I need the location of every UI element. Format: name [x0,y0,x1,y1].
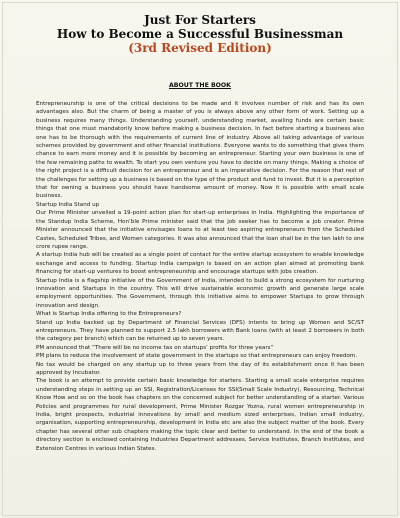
paragraph-flagship: Startup India is a flagship initiative of the Government of India, intended to build a strong ecosystem for nurturing innovation and Startups in the country. This will drive sustainable economic growth and generate large scale employment opportunities. The Government, through this initiative aims to empower Startups to grow through innovation and design. [36,277,364,309]
paragraph-startup-hub: A startup India hub will be created as a single point of contact for the entire startup ecosystem to enable knowledge exchange and access to funding. Startup India campaign is based on an action plan aimed at promoting bank financing for start-up ventures to boost entrepreneurship and encourage startups with jobs creation. [36,252,364,276]
paragraph-action-plan: Our Prime Minister unveiled a 19-point action plan for start-up enterprises in India. Highlighting the importance of the Standup India Scheme, Hon’ble Prime minister said that the job seeker has to become a job creator. Prime Minister announced that the initiative envisages loans to at least two aspiring entrepreneurs from the Scheduled Castes, Scheduled Tribes, and Women categories. It was also announced that the loan shall be in the ten lakh to one crore rupee range. [36,210,364,250]
title-line-2: How to Become a Successful Businessman [56,27,344,41]
paragraph-startup-heading: Startup India Stand up [36,201,100,208]
paragraph-stand-up: Stand up India backed up by Department of Financial Services (DFS) intents to bring up Women and SC/ST entrepreneurs. They have planned to support 2.5 lakh borrowers with Bank loans (with at least 2 borrowers in both the category per branch) which can be returned up to seven years. [36,319,364,343]
paragraph-offering-question: What is Startup India offering to the Entrepreneurs? [36,311,182,318]
section-heading: ABOUT THE BOOK [169,82,231,89]
paragraph-income-tax: PM announced that “There will be no income tax on startups’ profits for three years” [36,344,274,351]
paragraph-intro: Entrepreneurship is one of the critical decisions to be made and it involves number of risk and has its own advantages also. But the charm of being a master of you is always above any other form of work. Setting up a business requires many things. Understanding yourself, understanding market, availing funds are certain basic things that one must mandatorily know before making a business decision. In fact before starting a business also one has to be thorough with the requirements of current line of industry. Above all taking advantage of various schemes provided by government and other financial institutions. Everyone wants to do something that gives them chance to earn more money and it is possible by becoming an entrepreneur. Starting your own business is one of the few remaining paths to wealth. To start you own venture you have to decide on many things. Making a choice of the right project is a difficult decision for an entrepreneur and is an imperative decision. For the reason that rest of the challenges for setting up a business is based on the type of the product and fund to invest. But it is a perception that for owning a business you should have handsome amount of money. Now it is possible with small scale business. [36,101,364,200]
paragraph-no-tax: No tax would be charged on any startup up to three years from the day of its establishment once it has been approved by Incubator. [36,361,364,376]
book-title [0,13,400,55]
edition-label: (3rd Revised Edition) [128,41,272,55]
title-line-1: Just For Starters [144,13,256,27]
paragraph-state-involvement: PM plans to reduce the involvement of state government in the startups so that entrepreneurs can enjoy freedom. [36,353,358,360]
paragraph-book-summary: The book is an attempt to provide certain basic knowledge for starters. Starting a small scale enterprise requires understanding steps in setting up an SSI, Registration/Licenses for SSI(Small Scale Industry), Resourcing, Technical Know How and so on the book has chapters on the concerned subject for better understanding of a starter. Various Policies and programmes for rural development, Prime Minister Rozgar Yozna, rural women entrepreneurship in India, bright prospects, industrial innovations by small and medium sized enterprises, Indian small industry, organisation, supporting entrepreneurship, development in India etc are also the subject matter of the book. Every chapter has several other sub chapters making the topic clear and better to understand. In the end of the book a directory section is enclosed containing Industries Department addresses, Service Institutes, Branch Institutes, and Extension Centres in various Indian States. [36,378,364,452]
body-text [36,100,364,453]
